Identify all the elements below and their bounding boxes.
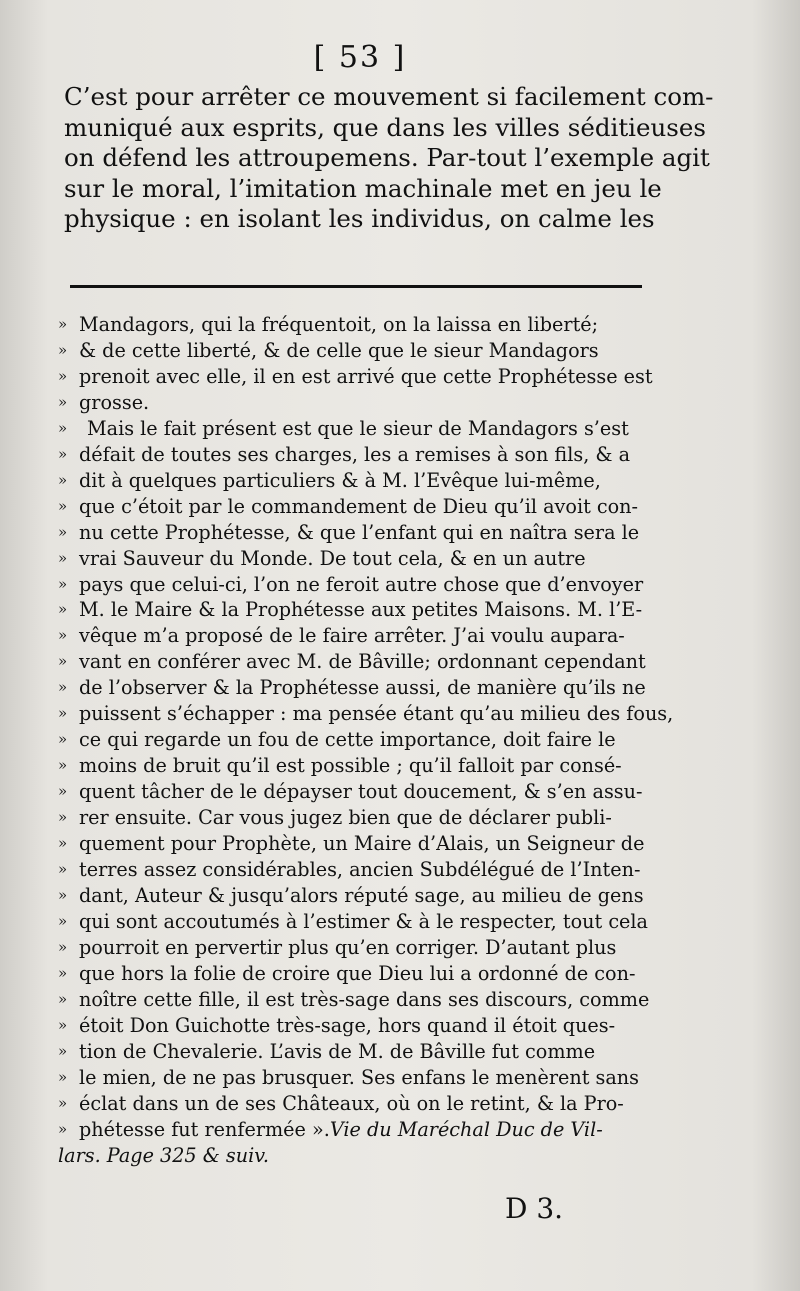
quote-mark: » (58, 989, 68, 1008)
quote-mark: » (58, 730, 68, 749)
footnote-text: le mien, de ne pas brusquer. Ses enfans le menèrent sans (79, 1065, 640, 1089)
quote-mark: » (58, 937, 68, 956)
quote-mark: » (58, 1015, 68, 1034)
quote-mark: » (58, 574, 68, 593)
footnote-text: étoit Don Guichotte très-sage, hors quand il étoit ques- (79, 1013, 616, 1037)
footnote-line (58, 416, 670, 442)
footnote-text: rer ensuite. Car vous jugez bien que de déclarer publi- (79, 806, 612, 830)
quote-mark: » (58, 315, 68, 333)
footnote-text: ce qui regarde un fou de cette importance, doit faire le (79, 728, 616, 752)
footnote-line (58, 805, 670, 831)
quote-mark: » (58, 756, 68, 775)
footnote-line (58, 442, 670, 468)
footnote-text: phétesse fut renfermée ». (79, 1117, 330, 1141)
footnote-line (58, 935, 670, 961)
quote-mark: » (58, 911, 68, 930)
quote-mark: » (58, 704, 68, 723)
footnote-text: puissent s’échapper : ma pensée étant qu’au milieu des fous, (79, 702, 674, 726)
main-paragraph (64, 82, 714, 235)
quote-mark: » (58, 522, 68, 541)
quote-mark: » (58, 782, 68, 801)
quote-mark: » (58, 652, 68, 671)
footnote-text: & de cette liberté, & de celle que le sieur Mandagors (79, 338, 599, 362)
quote-mark: » (58, 963, 68, 982)
quote-mark: » (58, 678, 68, 697)
footnote-text: vrai Sauveur du Monde. De tout cela, & en un autre (79, 546, 586, 570)
footnote-text: pays que celui-ci, l’on ne feroit autre chose que d’envoyer (79, 572, 644, 596)
footnote-line (58, 857, 670, 883)
footnote-text: dit à quelques particuliers & à M. l’Evêque lui-même, (79, 468, 601, 492)
quote-mark: » (58, 834, 68, 853)
footnote-text: éclat dans un de ses Châteaux, où on le retint, & la Pro- (79, 1091, 624, 1115)
footnote-line (58, 1117, 670, 1143)
footnote-line (58, 961, 670, 987)
footnote-line (58, 623, 670, 649)
footnote-text: quement pour Prophète, un Maire d’Alais, un Seigneur de (79, 832, 645, 856)
footnote-text: terres assez considérables, ancien Subdélégué de l’Inten- (79, 858, 641, 882)
footnote-line (58, 1039, 670, 1065)
main-line: physique : en isolant les individus, on calme les (64, 204, 655, 234)
footnote-line (58, 1143, 670, 1169)
quote-mark: » (58, 1041, 68, 1060)
quote-mark: » (58, 444, 68, 463)
footnote-line (58, 494, 670, 520)
quote-mark: » (58, 418, 68, 437)
footnote-line (58, 364, 670, 390)
footnote-text: qui sont accoutumés à l’estimer & à le respecter, tout cela (79, 909, 648, 933)
footnote-block (58, 312, 674, 1168)
footnote-line (58, 546, 670, 572)
quote-mark: » (58, 392, 68, 411)
footnote-line (58, 1013, 670, 1039)
citation: lars. Page 325 & suiv. (58, 1143, 269, 1167)
footnote-text: Mais le fait présent est que le sieur de Mandagors s’est (87, 416, 629, 440)
footnote-line (58, 520, 670, 546)
footnote-line (58, 753, 670, 779)
footnote-line (58, 883, 670, 909)
footnote-line (58, 572, 670, 598)
quote-mark: » (58, 470, 68, 489)
quote-mark: » (58, 340, 68, 359)
quote-mark: » (58, 496, 68, 515)
footnote-line (58, 312, 670, 338)
footnote-text: nu cette Prophétesse, & que l’enfant qui en naîtra sera le (79, 520, 640, 544)
quote-mark: » (58, 1119, 68, 1138)
printer-signature: D 3. (505, 1192, 564, 1225)
quote-mark: » (58, 808, 68, 827)
footnote-line (58, 727, 670, 753)
footnote-text: de l’observer & la Prophétesse aussi, de manière qu’ils ne (79, 676, 646, 700)
footnote-line (58, 987, 670, 1013)
footnote-text: vant en conférer avec M. de Bâville; ordonnant cependant (79, 650, 646, 674)
main-line: muniqué aux esprits, que dans les villes séditieuses (64, 112, 706, 142)
footnote-text: Mandagors, qui la fréquentoit, on la laissa en liberté; (79, 313, 599, 336)
footnote-line (58, 390, 670, 416)
quote-mark: » (58, 885, 68, 904)
footnote-line (58, 909, 670, 935)
footnote-text: défait de toutes ses charges, les a remises à son fils, & a (79, 442, 631, 466)
quote-mark: » (58, 548, 68, 567)
footnote-text: que hors la folie de croire que Dieu lui a ordonné de con- (79, 961, 636, 985)
footnote-text: vêque m’a proposé de le faire arrêter. J’ai voulu aupara- (79, 624, 625, 648)
footnote-text: dant, Auteur & jusqu’alors réputé sage, au milieu de gens (79, 883, 644, 907)
footnote-line (58, 1091, 670, 1117)
quote-mark: » (58, 626, 68, 645)
footnote-line (58, 468, 670, 494)
citation: Vie du Maréchal Duc de Vil- (329, 1117, 603, 1141)
footnote-line (58, 1065, 670, 1091)
page-number: [ 53 ] (313, 40, 407, 75)
footnote-line (58, 779, 670, 805)
quote-mark: » (58, 1067, 68, 1086)
quote-mark: » (58, 860, 68, 879)
footnote-text: grosse. (79, 390, 150, 414)
footnote-text: moins de bruit qu’il est possible ; qu’il falloit par consé- (79, 754, 622, 778)
footnote-text: tion de Chevalerie. L’avis de M. de Bâville fut comme (79, 1039, 596, 1063)
footnote-text: quent tâcher de le dépayser tout doucement, & s’en assu- (79, 780, 643, 804)
main-line: sur le moral, l’imitation machinale met en jeu le (64, 173, 662, 203)
footnote-separator-rule (70, 285, 642, 288)
quote-mark: » (58, 600, 68, 619)
footnote-text: que c’étoit par le commandement de Dieu qu’il avoit con- (79, 494, 639, 518)
quote-mark: » (58, 366, 68, 385)
quote-mark: » (58, 1093, 68, 1112)
footnote-line (58, 338, 670, 364)
footnote-text: M. le Maire & la Prophétesse aux petites Maisons. M. l’E- (79, 598, 643, 622)
main-line: on défend les attroupemens. Par-tout l’exemple agit (64, 143, 710, 173)
footnote-text: noître cette fille, il est très-sage dans ses discours, comme (79, 987, 650, 1011)
footnote-line (58, 597, 670, 623)
footnote-line (58, 675, 670, 701)
footnote-line (58, 831, 670, 857)
main-line: C’est pour arrêter ce mouvement si facilement com- (64, 82, 714, 111)
footnote-line (58, 701, 674, 727)
footnote-text: prenoit avec elle, il en est arrivé que cette Prophétesse est (79, 364, 653, 388)
footnote-text: pourroit en pervertir plus qu’en corriger. D’autant plus (79, 935, 617, 959)
footnote-line (58, 649, 670, 675)
